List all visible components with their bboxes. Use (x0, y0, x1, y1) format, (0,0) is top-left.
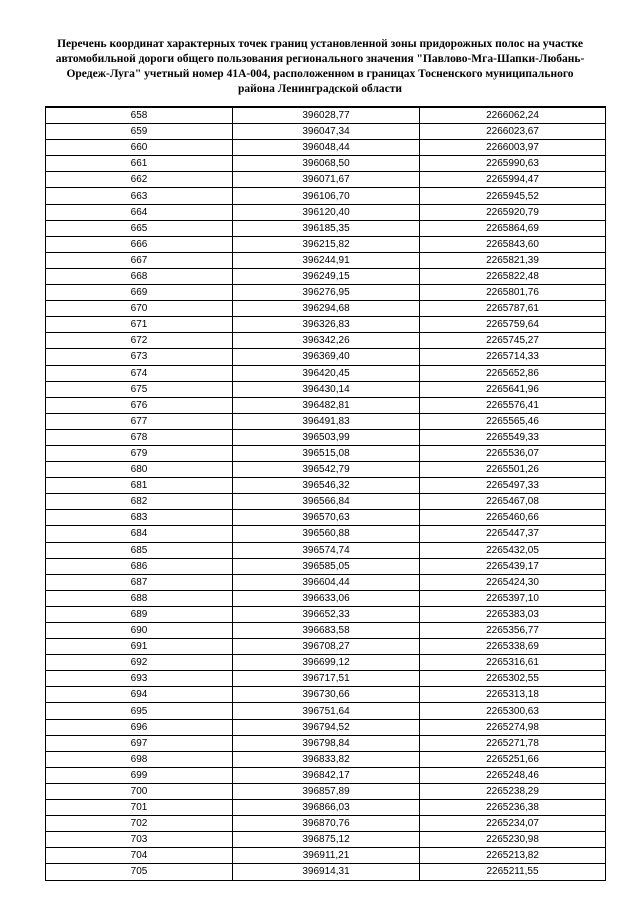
y-coordinate-cell: 2265565,46 (420, 413, 606, 429)
title-line: Перечень координат характерных точек границ установленной зоны придорожных полос на участке (57, 38, 583, 50)
x-coordinate-cell: 396574,74 (233, 542, 420, 558)
y-coordinate-cell: 2265945,52 (420, 188, 606, 204)
point-number-cell: 691 (46, 639, 233, 655)
title-line: Оредеж-Луга" учетный номер 41А-004, расположенном в границах Тосненского муниципального (66, 68, 574, 80)
x-coordinate-cell: 396699,12 (233, 655, 420, 671)
y-coordinate-cell: 2265843,60 (420, 236, 606, 252)
x-coordinate-cell: 396515,08 (233, 445, 420, 461)
point-number-cell: 677 (46, 413, 233, 429)
point-number-cell: 688 (46, 590, 233, 606)
table-row (46, 800, 606, 816)
y-coordinate-cell: 2265801,76 (420, 285, 606, 301)
table-row (46, 832, 606, 848)
point-number-cell: 671 (46, 317, 233, 333)
point-number-cell: 683 (46, 510, 233, 526)
table-row (46, 220, 606, 236)
table-row (46, 494, 606, 510)
x-coordinate-cell: 396652,33 (233, 606, 420, 622)
point-number-cell: 699 (46, 767, 233, 783)
x-coordinate-cell: 396430,14 (233, 381, 420, 397)
table-row (46, 317, 606, 333)
x-coordinate-cell: 396420,45 (233, 365, 420, 381)
y-coordinate-cell: 2266003,97 (420, 140, 606, 156)
point-number-cell: 696 (46, 719, 233, 735)
x-coordinate-cell: 396482,81 (233, 397, 420, 413)
x-coordinate-cell: 396794,52 (233, 719, 420, 735)
x-coordinate-cell: 396842,17 (233, 767, 420, 783)
y-coordinate-cell: 2265447,37 (420, 526, 606, 542)
point-number-cell: 662 (46, 172, 233, 188)
x-coordinate-cell: 396326,83 (233, 317, 420, 333)
table-row (46, 107, 606, 124)
y-coordinate-cell: 2265576,41 (420, 397, 606, 413)
y-coordinate-cell: 2265238,29 (420, 783, 606, 799)
x-coordinate-cell: 396244,91 (233, 252, 420, 268)
x-coordinate-cell: 396560,88 (233, 526, 420, 542)
x-coordinate-cell: 396068,50 (233, 156, 420, 172)
x-coordinate-cell: 396071,67 (233, 172, 420, 188)
x-coordinate-cell: 396542,79 (233, 462, 420, 478)
table-row (46, 349, 606, 365)
x-coordinate-cell: 396717,51 (233, 671, 420, 687)
table-row (46, 687, 606, 703)
table-row (46, 236, 606, 252)
table-row (46, 188, 606, 204)
y-coordinate-cell: 2265356,77 (420, 623, 606, 639)
table-row (46, 365, 606, 381)
y-coordinate-cell: 2265383,03 (420, 606, 606, 622)
y-coordinate-cell: 2265248,46 (420, 767, 606, 783)
table-row (46, 268, 606, 284)
y-coordinate-cell: 2265302,55 (420, 671, 606, 687)
y-coordinate-cell: 2265501,26 (420, 462, 606, 478)
x-coordinate-cell: 396503,99 (233, 429, 420, 445)
x-coordinate-cell: 396047,34 (233, 124, 420, 140)
point-number-cell: 665 (46, 220, 233, 236)
y-coordinate-cell: 2265994,47 (420, 172, 606, 188)
y-coordinate-cell: 2265714,33 (420, 349, 606, 365)
x-coordinate-cell: 396294,68 (233, 301, 420, 317)
x-coordinate-cell: 396546,32 (233, 478, 420, 494)
point-number-cell: 687 (46, 574, 233, 590)
y-coordinate-cell: 2265211,55 (420, 864, 606, 880)
table-row (46, 462, 606, 478)
point-number-cell: 697 (46, 735, 233, 751)
y-coordinate-cell: 2265467,08 (420, 494, 606, 510)
table-row (46, 639, 606, 655)
y-coordinate-cell: 2265652,86 (420, 365, 606, 381)
x-coordinate-cell: 396833,82 (233, 751, 420, 767)
point-number-cell: 693 (46, 671, 233, 687)
y-coordinate-cell: 2265549,33 (420, 429, 606, 445)
table-row (46, 285, 606, 301)
point-number-cell: 666 (46, 236, 233, 252)
point-number-cell: 695 (46, 703, 233, 719)
y-coordinate-cell: 2265300,63 (420, 703, 606, 719)
table-row (46, 848, 606, 864)
x-coordinate-cell: 396491,83 (233, 413, 420, 429)
table-row (46, 542, 606, 558)
y-coordinate-cell: 2265397,10 (420, 590, 606, 606)
y-coordinate-cell: 2265424,30 (420, 574, 606, 590)
x-coordinate-cell: 396028,77 (233, 107, 420, 124)
point-number-cell: 678 (46, 429, 233, 445)
point-number-cell: 692 (46, 655, 233, 671)
x-coordinate-cell: 396566,84 (233, 494, 420, 510)
coordinates-table-body (46, 107, 606, 880)
point-number-cell: 704 (46, 848, 233, 864)
point-number-cell: 680 (46, 462, 233, 478)
x-coordinate-cell: 396215,82 (233, 236, 420, 252)
y-coordinate-cell: 2265251,66 (420, 751, 606, 767)
table-row (46, 526, 606, 542)
point-number-cell: 681 (46, 478, 233, 494)
x-coordinate-cell: 396185,35 (233, 220, 420, 236)
point-number-cell: 672 (46, 333, 233, 349)
point-number-cell: 684 (46, 526, 233, 542)
y-coordinate-cell: 2265864,69 (420, 220, 606, 236)
table-row (46, 333, 606, 349)
table-row (46, 478, 606, 494)
point-number-cell: 668 (46, 268, 233, 284)
y-coordinate-cell: 2265313,18 (420, 687, 606, 703)
point-number-cell: 700 (46, 783, 233, 799)
point-number-cell: 673 (46, 349, 233, 365)
y-coordinate-cell: 2265274,98 (420, 719, 606, 735)
y-coordinate-cell: 2265271,78 (420, 735, 606, 751)
x-coordinate-cell: 396585,05 (233, 558, 420, 574)
table-row (46, 204, 606, 220)
x-coordinate-cell: 396870,76 (233, 816, 420, 832)
point-number-cell: 698 (46, 751, 233, 767)
point-number-cell: 686 (46, 558, 233, 574)
table-row (46, 671, 606, 687)
point-number-cell: 701 (46, 800, 233, 816)
point-number-cell: 682 (46, 494, 233, 510)
x-coordinate-cell: 396875,12 (233, 832, 420, 848)
table-row (46, 510, 606, 526)
y-coordinate-cell: 2265536,07 (420, 445, 606, 461)
y-coordinate-cell: 2265821,39 (420, 252, 606, 268)
point-number-cell: 669 (46, 285, 233, 301)
point-number-cell: 663 (46, 188, 233, 204)
point-number-cell: 703 (46, 832, 233, 848)
y-coordinate-cell: 2265745,27 (420, 333, 606, 349)
point-number-cell: 661 (46, 156, 233, 172)
point-number-cell: 690 (46, 623, 233, 639)
point-number-cell: 675 (46, 381, 233, 397)
x-coordinate-cell: 396276,95 (233, 285, 420, 301)
coordinates-table (45, 106, 606, 881)
table-row (46, 655, 606, 671)
table-row (46, 558, 606, 574)
table-row (46, 735, 606, 751)
x-coordinate-cell: 396798,84 (233, 735, 420, 751)
point-number-cell: 676 (46, 397, 233, 413)
title-line: автомобильной дороги общего пользования регионального значения "Павлово-Мга-Шапки-Любань- (55, 53, 585, 65)
table-row (46, 606, 606, 622)
table-row (46, 751, 606, 767)
y-coordinate-cell: 2265432,05 (420, 542, 606, 558)
table-row (46, 816, 606, 832)
point-number-cell: 667 (46, 252, 233, 268)
point-number-cell: 664 (46, 204, 233, 220)
y-coordinate-cell: 2265759,64 (420, 317, 606, 333)
table-row (46, 252, 606, 268)
y-coordinate-cell: 2265641,96 (420, 381, 606, 397)
x-coordinate-cell: 396708,27 (233, 639, 420, 655)
table-row (46, 864, 606, 880)
table-row (46, 429, 606, 445)
y-coordinate-cell: 2265460,66 (420, 510, 606, 526)
x-coordinate-cell: 396249,15 (233, 268, 420, 284)
y-coordinate-cell: 2266062,24 (420, 107, 606, 124)
x-coordinate-cell: 396633,06 (233, 590, 420, 606)
point-number-cell: 694 (46, 687, 233, 703)
point-number-cell: 685 (46, 542, 233, 558)
y-coordinate-cell: 2265822,48 (420, 268, 606, 284)
table-row (46, 703, 606, 719)
point-number-cell: 674 (46, 365, 233, 381)
point-number-cell: 659 (46, 124, 233, 140)
table-row (46, 590, 606, 606)
point-number-cell: 660 (46, 140, 233, 156)
x-coordinate-cell: 396604,44 (233, 574, 420, 590)
x-coordinate-cell: 396106,70 (233, 188, 420, 204)
table-row (46, 124, 606, 140)
x-coordinate-cell: 396120,40 (233, 204, 420, 220)
table-row (46, 397, 606, 413)
point-number-cell: 679 (46, 445, 233, 461)
table-row (46, 783, 606, 799)
y-coordinate-cell: 2265230,98 (420, 832, 606, 848)
table-row (46, 156, 606, 172)
x-coordinate-cell: 396866,03 (233, 800, 420, 816)
y-coordinate-cell: 2265234,07 (420, 816, 606, 832)
table-row (46, 574, 606, 590)
x-coordinate-cell: 396911,21 (233, 848, 420, 864)
y-coordinate-cell: 2265920,79 (420, 204, 606, 220)
y-coordinate-cell: 2265236,38 (420, 800, 606, 816)
table-row (46, 381, 606, 397)
x-coordinate-cell: 396570,63 (233, 510, 420, 526)
point-number-cell: 702 (46, 816, 233, 832)
point-number-cell: 689 (46, 606, 233, 622)
table-row (46, 172, 606, 188)
x-coordinate-cell: 396342,26 (233, 333, 420, 349)
table-row (46, 413, 606, 429)
x-coordinate-cell: 396683,58 (233, 623, 420, 639)
table-row (46, 719, 606, 735)
y-coordinate-cell: 2265338,69 (420, 639, 606, 655)
point-number-cell: 658 (46, 107, 233, 124)
table-row (46, 445, 606, 461)
y-coordinate-cell: 2265990,63 (420, 156, 606, 172)
y-coordinate-cell: 2265439,17 (420, 558, 606, 574)
y-coordinate-cell: 2266023,67 (420, 124, 606, 140)
x-coordinate-cell: 396914,31 (233, 864, 420, 880)
table-row (46, 301, 606, 317)
y-coordinate-cell: 2265497,33 (420, 478, 606, 494)
x-coordinate-cell: 396730,66 (233, 687, 420, 703)
x-coordinate-cell: 396751,64 (233, 703, 420, 719)
y-coordinate-cell: 2265213,82 (420, 848, 606, 864)
document-title (40, 37, 600, 97)
x-coordinate-cell: 396857,89 (233, 783, 420, 799)
x-coordinate-cell: 396048,44 (233, 140, 420, 156)
point-number-cell: 670 (46, 301, 233, 317)
x-coordinate-cell: 396369,40 (233, 349, 420, 365)
table-row (46, 140, 606, 156)
y-coordinate-cell: 2265316,61 (420, 655, 606, 671)
point-number-cell: 705 (46, 864, 233, 880)
table-row (46, 623, 606, 639)
table-row (46, 767, 606, 783)
title-line: района Ленинградской области (237, 83, 403, 95)
y-coordinate-cell: 2265787,61 (420, 301, 606, 317)
